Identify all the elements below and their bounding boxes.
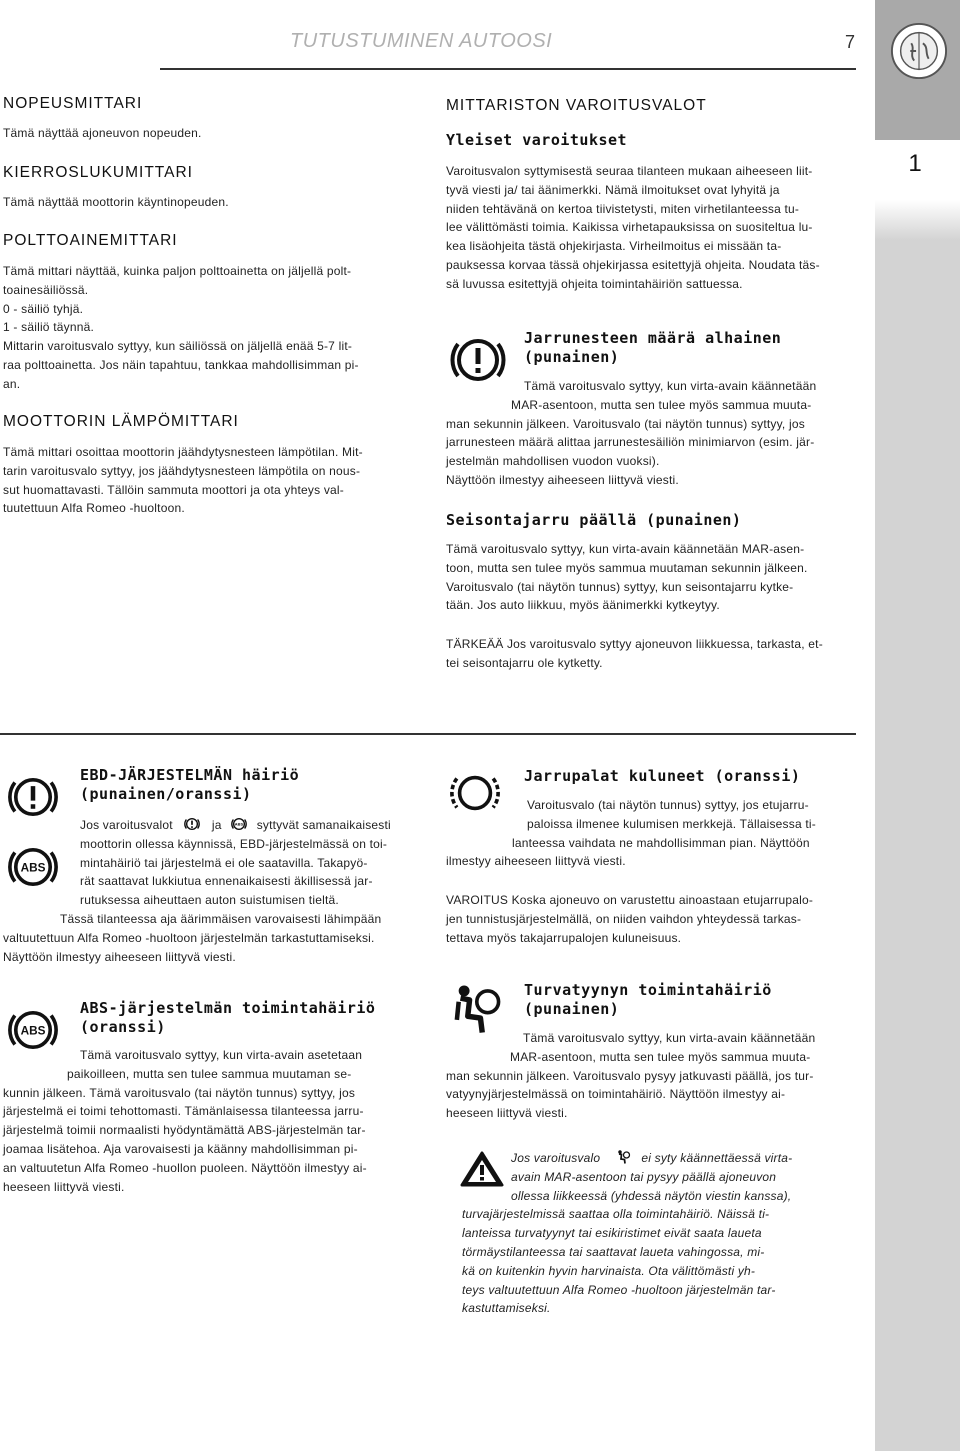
airbag-heading: [524, 981, 772, 1019]
text-line: avain MAR-asentoon tai pysyy päällä ajoneuvon: [511, 1169, 777, 1184]
brake-warning-inline-icon: [182, 815, 202, 833]
warning-lights-heading: MITTARISTON VAROITUSVALOT: [446, 97, 707, 114]
text-line: toon, mutta sen tulee myös sammua muutaman sekunnin jälkeen.: [446, 560, 808, 575]
text-line: kea lisäohjeita tästä ohjekirjasta. Virheilmoitus ei missään ta-: [446, 239, 782, 254]
text-line: Tämä varoitusvalo syttyy, kun virta-avain käännetään MAR-asen-: [446, 542, 805, 556]
text-line: TÄRKEÄÄ Jos varoitusvalo syttyy ajoneuvon liikkuessa, tarkasta, et-: [446, 637, 823, 651]
text-line: Varoitusvalon syttymisestä seuraa tilanteen mukaan aiheeseen liit-: [446, 164, 813, 178]
text-line: Näyttöön ilmestyy aiheeseen liittyvä viesti.: [3, 949, 236, 964]
text-line: [3, 815, 391, 835]
text-line: Tämä varoitusvalo syttyy, kun virta-avain käännetään: [523, 1031, 816, 1045]
text-line: MAR-asentoon, mutta sen tulee myös sammua muuta-: [510, 1049, 811, 1064]
text-line: Tämä varoitusvalo syttyy, kun virta-avain asetetaan: [80, 1048, 363, 1062]
text-line: vatyynyjärjestelmässä on toimintahäiriö. Näyttöön ilmestyy ai-: [446, 1087, 786, 1102]
heading-line: ABS-järjestelmän toimintahäiriö: [80, 999, 376, 1017]
text-line: ilmestyy aiheeseen liittyvä viesti.: [446, 854, 626, 869]
text-line: VAROITUS Koska ajoneuvo on varustettu ainoastaan etujarrupalo-: [446, 893, 814, 907]
speedo-text: [3, 124, 202, 143]
text-line: man sekunnin jälkeen. Varoitusvalo (tai näytön tunnus) syttyy, jos: [446, 416, 805, 431]
abs-heading: [80, 999, 375, 1037]
heading-line: (oranssi): [80, 1018, 166, 1036]
text-line: Varoitusvalo (tai näytön tunnus) syttyy, kun seisontajarru kytke-: [446, 579, 794, 594]
text-line: moottorin ollessa käynnissä, EBD-järjestelmässä on toi-: [80, 836, 388, 851]
text-fragment: ja: [211, 818, 222, 832]
airbag-inline-icon: [614, 1149, 632, 1165]
text-line: raa polttoainetta. Jos näin tapahtuu, tankkaa mahdollisimman pi-: [3, 357, 359, 372]
parking-brake-important: [446, 635, 823, 673]
header-divider: [160, 68, 856, 70]
text-line: jen tunnistusjärjestelmällä, on niiden vaihdon yhteydessä tarkas-: [446, 911, 802, 926]
tacho-heading: KIERROSLUKUMITTARI: [3, 164, 193, 181]
text-line: mintahäiriö tai järjestelmä ei ole saatavilla. Takapyö-: [80, 855, 368, 870]
fuel-text: [3, 262, 359, 394]
text-line: 0 - säiliö tyhjä.: [3, 301, 84, 316]
text-line: pauksessa korvaa tässä ohjekirjassa esitettyjä ohjeita. Noudata täs-: [446, 257, 820, 272]
fuel-heading: POLTTOAINEMITTARI: [3, 232, 178, 249]
side-tab-fade: [875, 200, 960, 240]
general-warnings-heading: Yleiset varoitukset: [446, 131, 628, 149]
text-line: lanteissa turvatyynyt tai esikiristimet eivät saata laueta: [462, 1226, 762, 1241]
text-line: heeseen liittyvä viesti.: [446, 1106, 568, 1121]
abs-text: [3, 1046, 367, 1196]
section-divider: [0, 733, 856, 735]
text-line: paikoilleen, mutta sen tulee sammua muutaman se-: [67, 1066, 352, 1081]
text-line: ollessa liikkeessä (yhdessä näytön viestin kanssa),: [511, 1188, 792, 1203]
abs-inline-icon: [229, 815, 249, 833]
heading-line: Jarrunesteen määrä alhainen: [524, 329, 782, 347]
tacho-text: [3, 193, 229, 212]
text-line: törmäystilanteessa tai saattavat laueta vahingossa, mi-: [462, 1244, 765, 1259]
temp-heading: MOOTTORIN LÄMPÖMITTARI: [3, 413, 239, 430]
text-line: MAR-asentoon, mutta sen tulee myös sammua muuta-: [511, 397, 812, 412]
text-fragment: syttyvät samanaikaisesti: [256, 818, 391, 832]
text-line: tettava myös takajarrupalojen kuluneisuus.: [446, 930, 682, 945]
text-line: valtuutettuun Alfa Romeo -huoltoon järjestelmän tarkastuttamiseksi.: [3, 930, 375, 945]
brake-pads-heading: Jarrupalat kuluneet (oranssi): [524, 767, 801, 785]
text-line: Tämä varoitusvalo syttyy, kun virta-avain käännetään: [524, 379, 817, 393]
heading-line: Turvatyynyn toimintahäiriö: [524, 981, 772, 999]
parking-brake-heading: Seisontajarru päällä (punainen): [446, 511, 742, 529]
svg-text:ABS: ABS: [234, 821, 244, 827]
speedo-heading: NOPEUSMITTARI: [3, 95, 143, 112]
text-line: järjestelmä ei toimi tehottomasti. Tämänlaisessa tilanteessa jarru-: [3, 1104, 364, 1119]
text-line: tei seisontajarru ole kytketty.: [446, 655, 603, 670]
chapter-number: 1: [908, 150, 922, 177]
text-fragment: Jos varoitusvalot: [80, 818, 173, 832]
text-line: Mittarin varoitusvalo syttyy, kun säiliössä on jäljellä enää 5-7 lit-: [3, 339, 353, 354]
text-line: niiden tehtävänä on kertoa tiivistetysti, miten virhetilanteessa tu-: [446, 201, 800, 216]
brake-pads-warning: [446, 891, 813, 947]
text-line: sä luvussa esitettyjä ohjeita toimintahäiriön sattuessa.: [446, 276, 743, 291]
text-line: rutuksessa aiheuttaen auton suistumisen tieltä.: [80, 893, 339, 908]
text-line: sut huomattavasti. Tällöin sammuta moottori ja ota yhteys val-: [3, 482, 344, 497]
text-line: [462, 1149, 792, 1168]
svg-text:ABS: ABS: [20, 861, 46, 875]
header-title: TUTUSTUMINEN AUTOOSI: [290, 30, 553, 52]
ebd-text: [3, 815, 391, 966]
text-line: jestelmän mahdollisen vuodon vuoksi).: [446, 454, 660, 469]
text-line: turvajärjestelmissä saattaa olla toimintahäiriö. Näissä ti-: [462, 1207, 770, 1222]
text-line: Varoitusvalo (tai näytön tunnus) syttyy, jos etujarru-: [527, 798, 809, 812]
temp-text: [3, 443, 363, 518]
text-line: lanteessa vaihdata ne mahdollisimman pian. Näyttöön: [512, 835, 810, 850]
text-line: järjestelmä toimii normaalisti hyödyntämättä ABS-järjestelmän tar-: [3, 1123, 366, 1138]
airbag-text: [446, 1029, 815, 1123]
text-line: tarin varoitusvalo syttyy, jos jäähdytysnesteen lämpötila on nous-: [3, 463, 361, 478]
text-line: kä on kuitenkin hyvin harvinaista. Ota välittömästi yh-: [462, 1263, 756, 1278]
alfa-romeo-logo-icon: [890, 22, 948, 80]
parking-brake-text: [446, 540, 808, 615]
text-line: jarrunesteen määrä alittaa jarrunestesäiliön minimiarvon (esim. jär-: [446, 435, 815, 450]
brake-fluid-text: [446, 377, 816, 490]
text-line: rät saattavat lukkiutua ennenaikaisesti äkillisessä jar-: [80, 874, 373, 889]
text-line: Tämä näyttää moottorin käyntinopeuden.: [3, 195, 229, 209]
text-line: kunnin jälkeen. Tämä varoitusvalo (tai näytön tunnus) syttyy, jos: [3, 1085, 356, 1100]
text-line: Näyttöön ilmestyy aiheeseen liittyvä viesti.: [446, 472, 679, 487]
text-line: teys valtuutettuun Alfa Romeo -huoltoon järjestelmän tar-: [462, 1282, 776, 1297]
heading-line: (punainen): [524, 348, 620, 366]
text-fragment: Jos varoitusvalo: [511, 1151, 601, 1165]
text-line: Tässä tilanteessa aja äärimmäisen varovaisesti lähimpään: [60, 911, 382, 926]
text-line: paloissa ilmenee kulumisen merkkejä. Tällaisessa ti-: [527, 816, 816, 831]
text-line: an.: [3, 376, 21, 391]
text-line: man sekunnin jälkeen. Varoitusvalo pysyy jatkuvasti päällä, jos tur-: [446, 1068, 814, 1083]
text-line: tään. Jos auto liikkuu, myös äänimerkki kytkeytyy.: [446, 598, 720, 613]
brake-fluid-heading: [524, 329, 781, 367]
text-line: kastuttamiseksi.: [462, 1301, 551, 1316]
heading-line: (punainen): [524, 1000, 620, 1018]
text-fragment: ei syty käännettäessä virta-: [641, 1151, 793, 1165]
ebd-heading: [80, 766, 299, 804]
text-line: heeseen liittyvä viesti.: [3, 1179, 125, 1194]
airbag-caution: [462, 1149, 792, 1318]
text-line: Tämä mittari osoittaa moottorin jäähdytysnesteen lämpötilan. Mit-: [3, 445, 363, 459]
page-number: 7: [845, 32, 856, 52]
brake-pads-text: [446, 796, 816, 871]
text-line: Tämä mittari näyttää, kuinka paljon polttoainetta on jäljellä polt-: [3, 264, 352, 278]
heading-line: (punainen/oranssi): [80, 785, 252, 803]
text-line: joamaa lisätehoa. Aja varovaisesti ja käänny mahdollisimman pi-: [3, 1141, 358, 1156]
text-line: Tämä näyttää ajoneuvon nopeuden.: [3, 126, 202, 140]
text-line: 1 - säiliö täynnä.: [3, 320, 94, 335]
text-line: toainesäiliössä.: [3, 282, 89, 297]
text-line: tuutettuun Alfa Romeo -huoltoon.: [3, 501, 185, 516]
text-line: lee välittömästi toimia. Kaikissa virhetapauksissa on suositeltua lu-: [446, 220, 813, 235]
svg-text:ABS: ABS: [20, 1024, 46, 1038]
text-line: an valtuutetun Alfa Romeo -huollon puoleen. Näyttöön ilmestyy ai-: [3, 1160, 367, 1175]
heading-line: EBD-JÄRJESTELMÄN häiriö: [80, 766, 300, 784]
general-warnings-text: [446, 162, 820, 294]
text-line: tyvä viesti ja/ tai äänimerkki. Nämä ilmoitukset ovat lyhyitä ja: [446, 182, 780, 197]
